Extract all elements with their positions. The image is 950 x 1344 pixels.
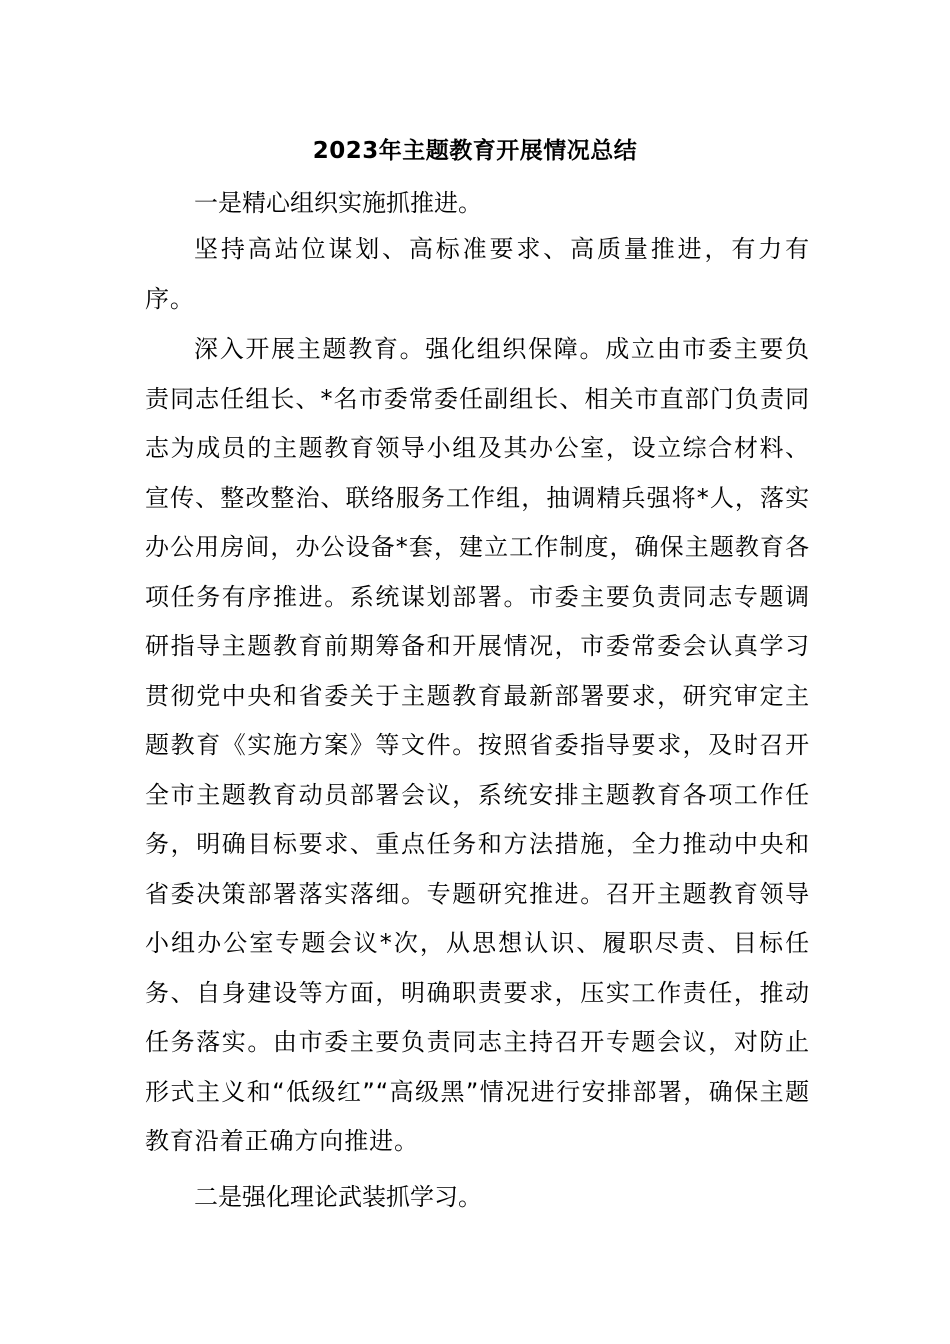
paragraph-1: 坚持高站位谋划、高标准要求、高质量推进，有力有序。 (145, 235, 810, 313)
paragraph-2: 深入开展主题教育。强化组织保障。成立由市委主要负责同志任组长、*名市委常委任副组长、相关市直部门负责同志为成员的主题教育领导小组及其办公室，设立综合材料、宣传、整改整治、联络服务工作组，抽调精兵强将*人，落实办公用房间，办公设备*套，建立工作制度，确保主题教育各项任务有序推进。系统谋划部署。市委主要负责同志专题调研指导主题教育前期筹备和开展情况，市委常委会认真学习贯彻党中央和省委关于主题教育最新部署要求，研究审定主题教育《实施方案》等文件。按照省委指导要求，及时召开全市主题教育动员部署会议，系统安排主题教育各项工作任务，明确目标要求、重点任务和方法措施，全力推动中央和省委决策部署落实落细。专题研究推进。召开主题教育领导小组办公室专题会议*次，从思想认识、履职尽责、目标任务、自身建设等方面，明确职责要求，压实工作责任，推动任务落实。由市委主要负责同志主持召开专题会议，对防止形式主义和“低级红”“高级黑”情况进行安排部署，确保主题教育沿着正确方向推进。 (145, 335, 810, 1155)
section-heading-1: 一是精心组织实施抓推进。 (194, 189, 482, 217)
section-heading-2: 二是强化理论武装抓学习。 (194, 1183, 482, 1211)
document-title: 2023年主题教育开展情况总结 (312, 138, 638, 164)
